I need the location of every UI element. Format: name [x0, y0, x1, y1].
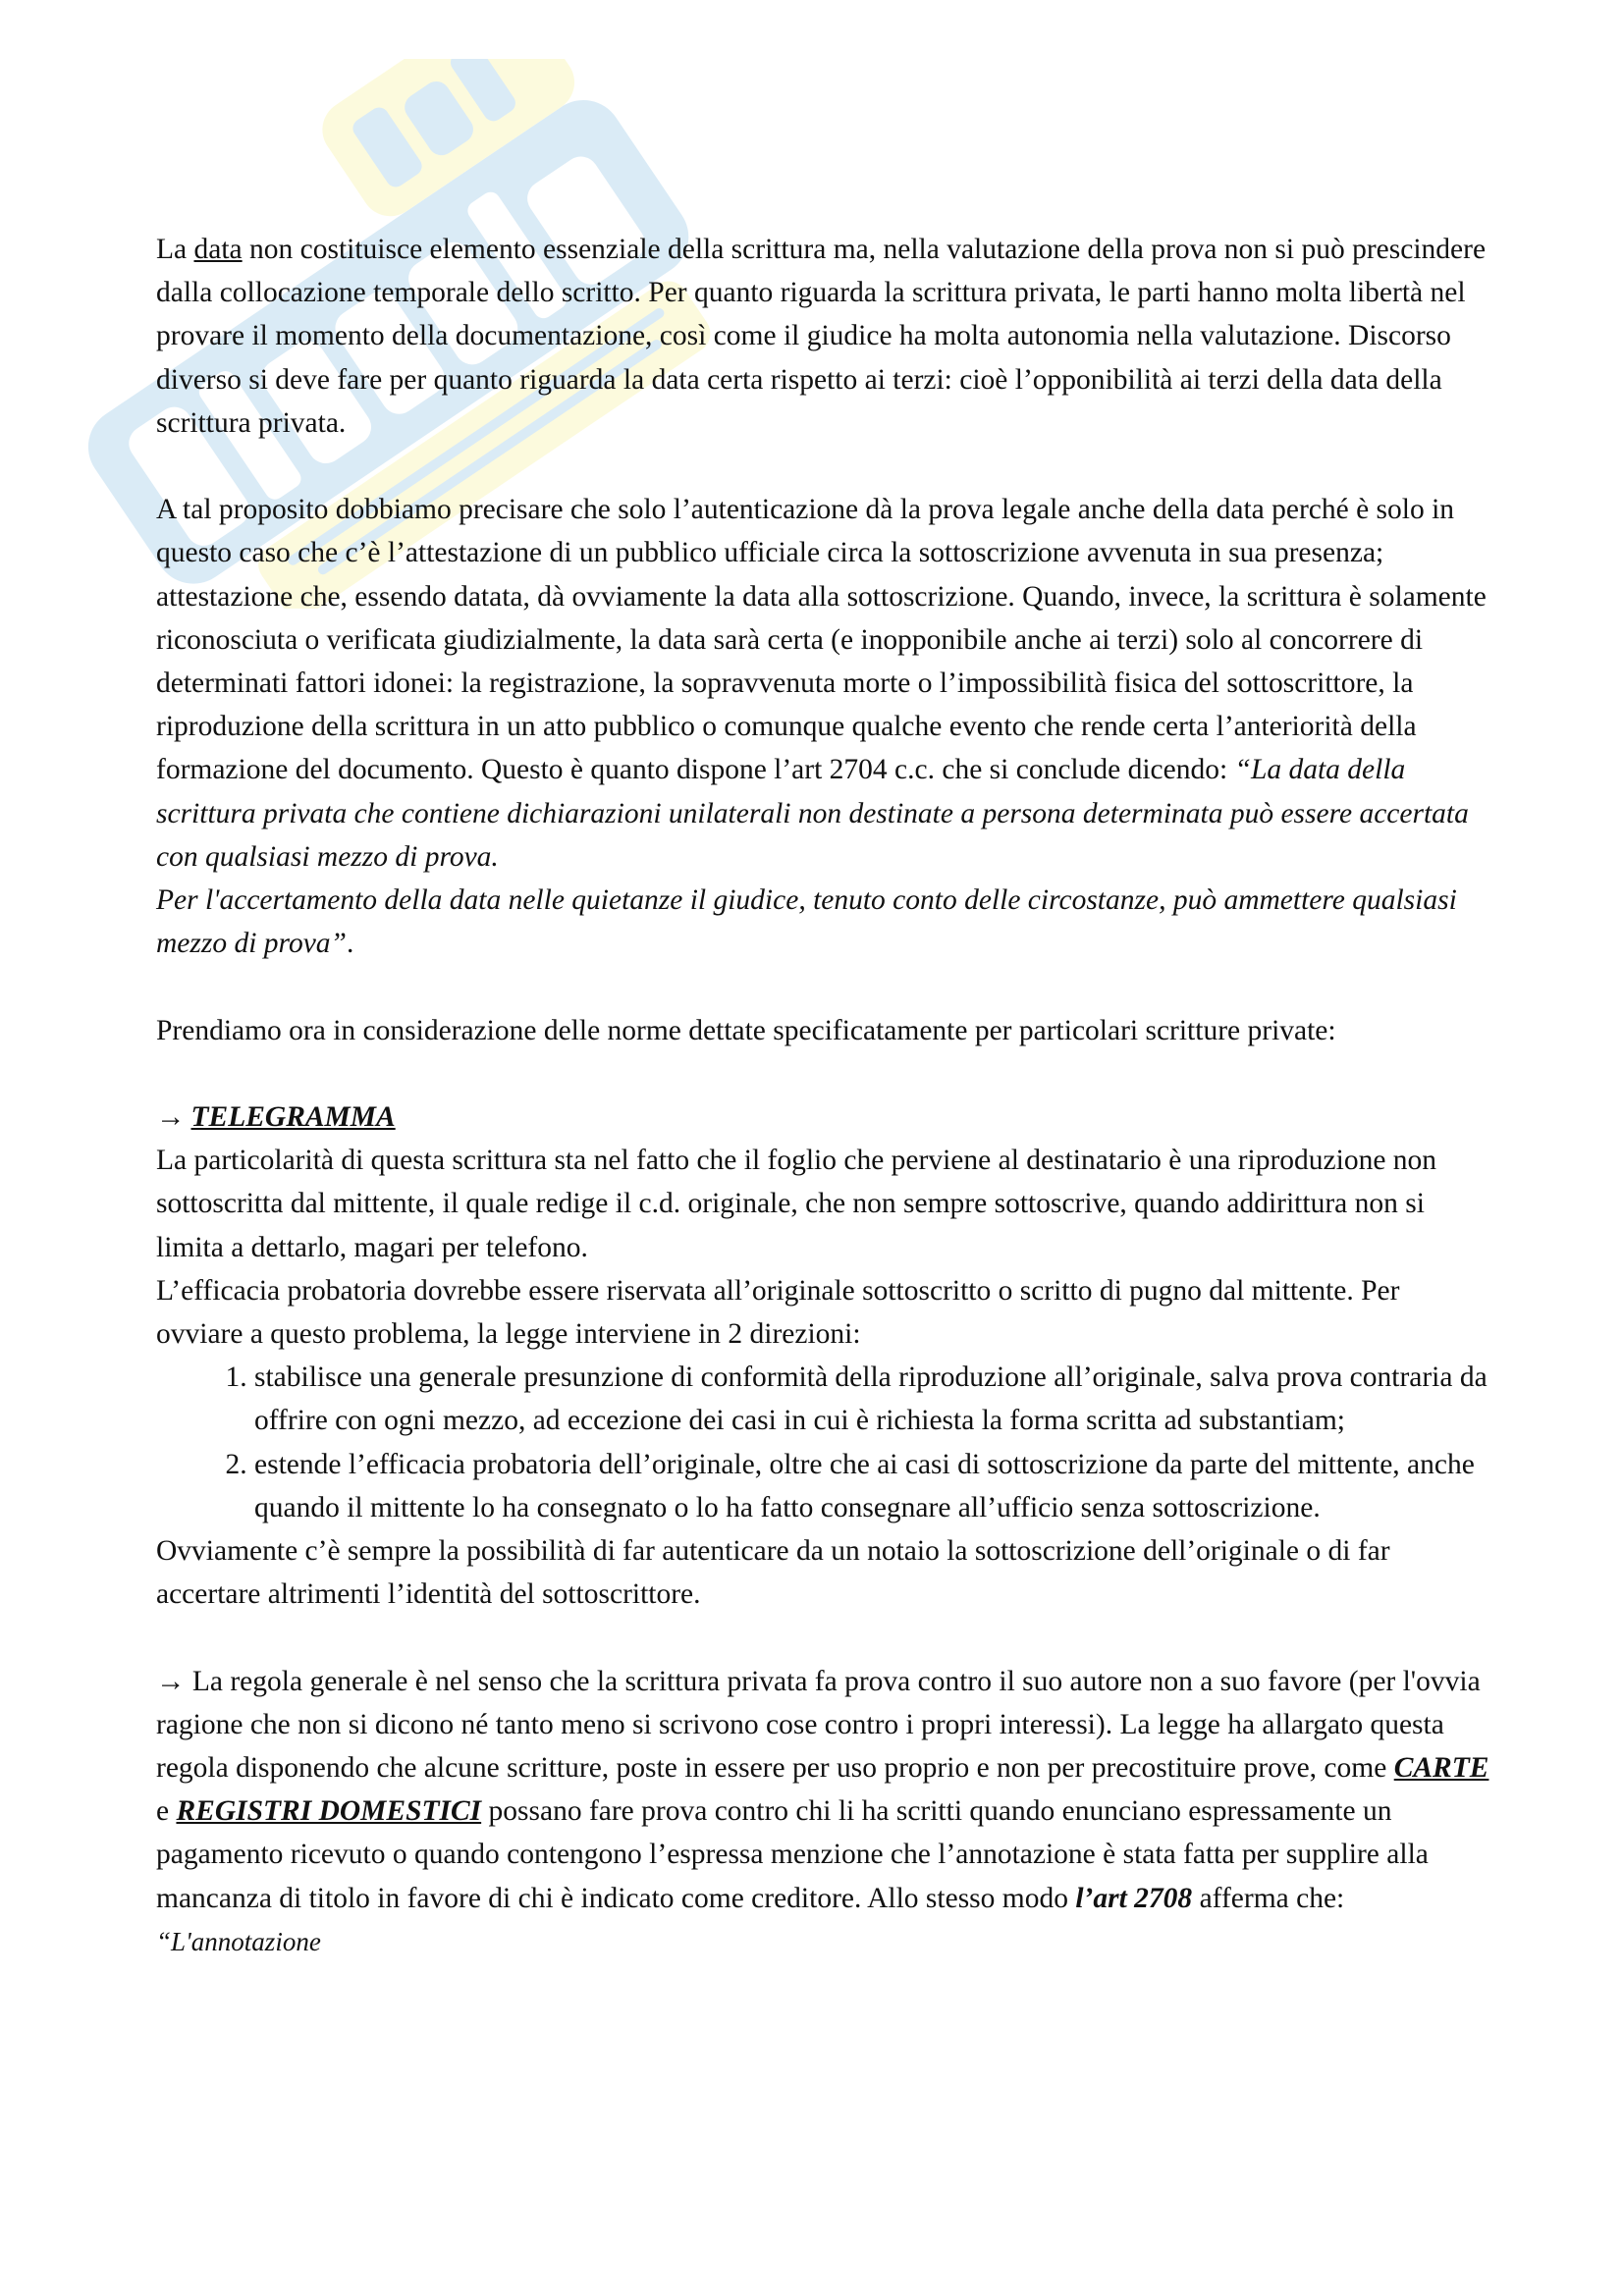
arrow-right-icon: →	[156, 1665, 186, 1697]
numbered-list-direzioni	[156, 1356, 1491, 1529]
text-run: .	[346, 928, 354, 960]
text-run: non costituisce elemento essenziale della scrittura ma, nella valutazione della prova non si può prescindere dalla collocazione temporale dello scritto. Per quanto riguarda la scrittura privata, le parti hanno molta libertà nel provare il momento della documentazione, così come il giudice ha molta autonomia nella valutazione. Discorso diverso si deve fare per quanto riguarda la data certa rispetto ai terzi: cioè l’opponibilità ai terzi della data della scrittura privata.	[156, 234, 1487, 439]
paragraph-regola-generale	[156, 1660, 1491, 1963]
text-run: e	[156, 1795, 177, 1828]
text-run: possano fare prova contro chi li ha scritti quando enunciano espressamente un pagamento ricevuto o quando contengono l’espressa menzione che l’annotazione è stata fatta per supplire alla mancanza di titolo in favore di chi è indicato come creditore. Allo stesso modo	[156, 1795, 1429, 1914]
text-run: A tal proposito dobbiamo precisare che solo l’autenticazione dà la prova legale anche della data perché è solo in questo caso che c’è l’attestazione di un pubblico ufficiale circa la sottoscrizione avvenuta in sua presenza; attestazione che, essendo datata, dà ovviamente la data alla sottoscrizione. Quando, invece, la scrittura è solamente riconosciuta o verificata giudizialmente, la data sarà certa (e inopponibile anche ai terzi) solo al concorrere di determinati fattori idonei: la registrazione, la sopravvenuta morte o l’impossibilità fisica del sottoscrittore, la riproduzione della scrittura in un atto pubblico o comunque qualche evento che rende certa l’anteriorità della formazione del documento. Questo è quanto dispone l’art 2704 c.c. che si conclude dicendo:	[156, 494, 1487, 786]
paragraph-autenticazione	[156, 488, 1491, 965]
quote-quietanze: Per l'accertamento della data nelle quietanze il giudice, tenuto conto delle circostanze, può ammettere qualsiasi mezzo di prova”	[156, 884, 1457, 960]
term-carte: CARTE	[1393, 1752, 1489, 1785]
paragraph-telegramma-2: L’efficacia probatoria dovrebbe essere riservata all’originale sottoscritto o scritto di pugno dal mittente. Per ovviare a questo problema, la legge interviene in 2 direzioni:	[156, 1274, 1400, 1351]
paragraph-telegramma-1: La particolarità di questa scrittura sta nel fatto che il foglio che perviene al destinatario è una riproduzione non sottoscritta dal mittente, il quale redige il c.d. originale, che non sempre sottoscrive, quando addirittura non si limita a dettarlo, magari per telefono.	[156, 1145, 1437, 1263]
text-run: La	[156, 234, 194, 265]
quote-start-annotazione: “L'annotazione	[156, 1926, 321, 1956]
list-item: 1. stabilisce una generale presunzione di conformità della riproduzione all’originale, salva prova contraria da offrire con ogni mezzo, ad eccezione dei casi in cui è richiesta la forma scritta ad substantiam;	[254, 1356, 1491, 1442]
heading-telegramma: TELEGRAMMA	[190, 1101, 396, 1134]
paragraph-data	[156, 228, 1491, 445]
document-body	[156, 228, 1491, 1963]
term-registri-domestici: REGISTRI DOMESTICI	[176, 1795, 482, 1828]
arrow-right-icon: →	[156, 1101, 186, 1134]
paragraph-norme-particolari: Prendiamo ora in considerazione delle norme dettate specificatamente per particolari scritture private:	[156, 1014, 1336, 1046]
list-item: 2. estende l’efficacia probatoria dell’originale, oltre che ai casi di sottoscrizione da parte del mittente, anche quando il mittente lo ha consegnato o lo ha fatto consegnare all’ufficio senza sottoscrizione.	[254, 1443, 1491, 1529]
quote-art-2704: “La data della scrittura privata che contiene dichiarazioni unilaterali non destinate a persona determinata può essere accertata con qualsiasi mezzo di prova.	[156, 754, 1469, 873]
underlined-word-data: data	[193, 234, 243, 265]
text-run: afferma che:	[1192, 1882, 1345, 1914]
text-run: La regola generale è nel senso che la scrittura privata fa prova contro il suo autore non a suo favore (per l'ovvia ragione che non si dicono né tanto meno si scrivono cose contro i propri interessi). La legge ha allargato questa regola disponendo che alcune scritture, poste in essere per uso proprio e non per precostituire prove, come	[156, 1665, 1481, 1785]
reference-art-2708: l’art 2708	[1075, 1882, 1193, 1914]
section-heading-telegramma	[156, 1095, 1491, 1139]
paragraph-telegramma-3: Ovviamente c’è sempre la possibilità di far autenticare da un notaio la sottoscrizione dell’originale o di far accertare altrimenti l’identità del sottoscrittore.	[156, 1535, 1390, 1611]
